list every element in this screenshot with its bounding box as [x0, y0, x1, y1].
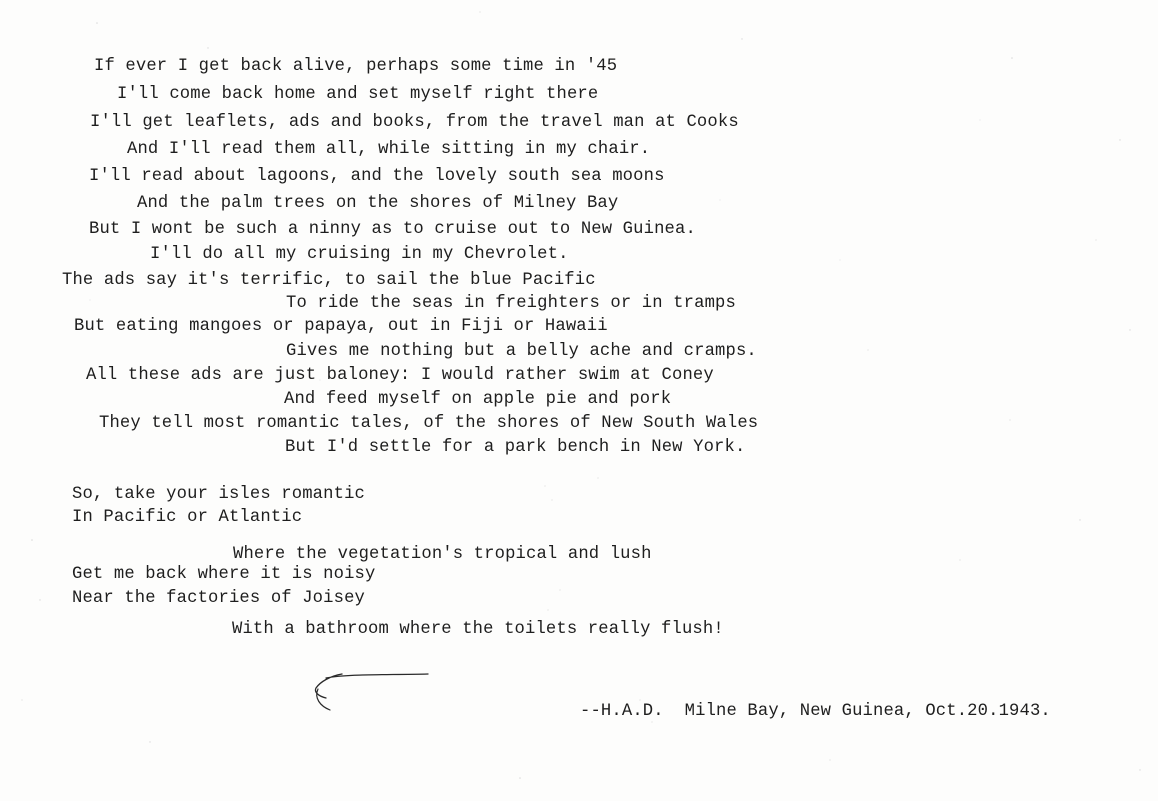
poem-line: All these ads are just baloney: I would rather swim at Coney: [86, 366, 714, 385]
pen-mark-scribble: [308, 668, 438, 713]
poem-line: If ever I get back alive, perhaps some time in '45: [94, 57, 618, 76]
poem-line: But I wont be such a ninny as to cruise out to New Guinea.: [89, 220, 696, 239]
poem-line: But eating mangoes or papaya, out in Fiji or Hawaii: [74, 317, 608, 336]
poem-line: And feed myself on apple pie and pork: [284, 390, 672, 409]
poem-line: But I'd settle for a park bench in New York.: [285, 438, 746, 457]
poem-line: I'll do all my cruising in my Chevrolet.: [150, 245, 569, 264]
poem-line: With a bathroom where the toilets really flush!: [232, 620, 724, 639]
poem-line: Near the factories of Joisey: [72, 589, 365, 608]
poem-line: In Pacific or Atlantic: [72, 508, 303, 527]
poem-line: I'll read about lagoons, and the lovely south sea moons: [89, 167, 665, 186]
poem-line: And the palm trees on the shores of Milney Bay: [137, 194, 619, 213]
poem-line: Gives me nothing but a belly ache and cramps.: [286, 342, 757, 361]
poem-line: I'll get leaflets, ads and books, from the travel man at Cooks: [90, 113, 739, 132]
poem-line: Get me back where it is noisy: [72, 565, 376, 584]
poem-line: Where the vegetation's tropical and lush: [233, 545, 652, 564]
poem-line: They tell most romantic tales, of the shores of New South Wales: [99, 414, 759, 433]
poem-line: To ride the seas in freighters or in tramps: [286, 294, 736, 313]
poem-line: The ads say it's terrific, to sail the blue Pacific: [62, 271, 596, 290]
poem-line: I'll come back home and set myself right there: [117, 85, 599, 104]
poem-line: And I'll read them all, while sitting in my chair.: [127, 140, 651, 159]
poem-line: So, take your isles romantic: [72, 485, 365, 504]
signature-line: --H.A.D. Milne Bay, New Guinea, Oct.20.1943.: [580, 702, 1051, 721]
